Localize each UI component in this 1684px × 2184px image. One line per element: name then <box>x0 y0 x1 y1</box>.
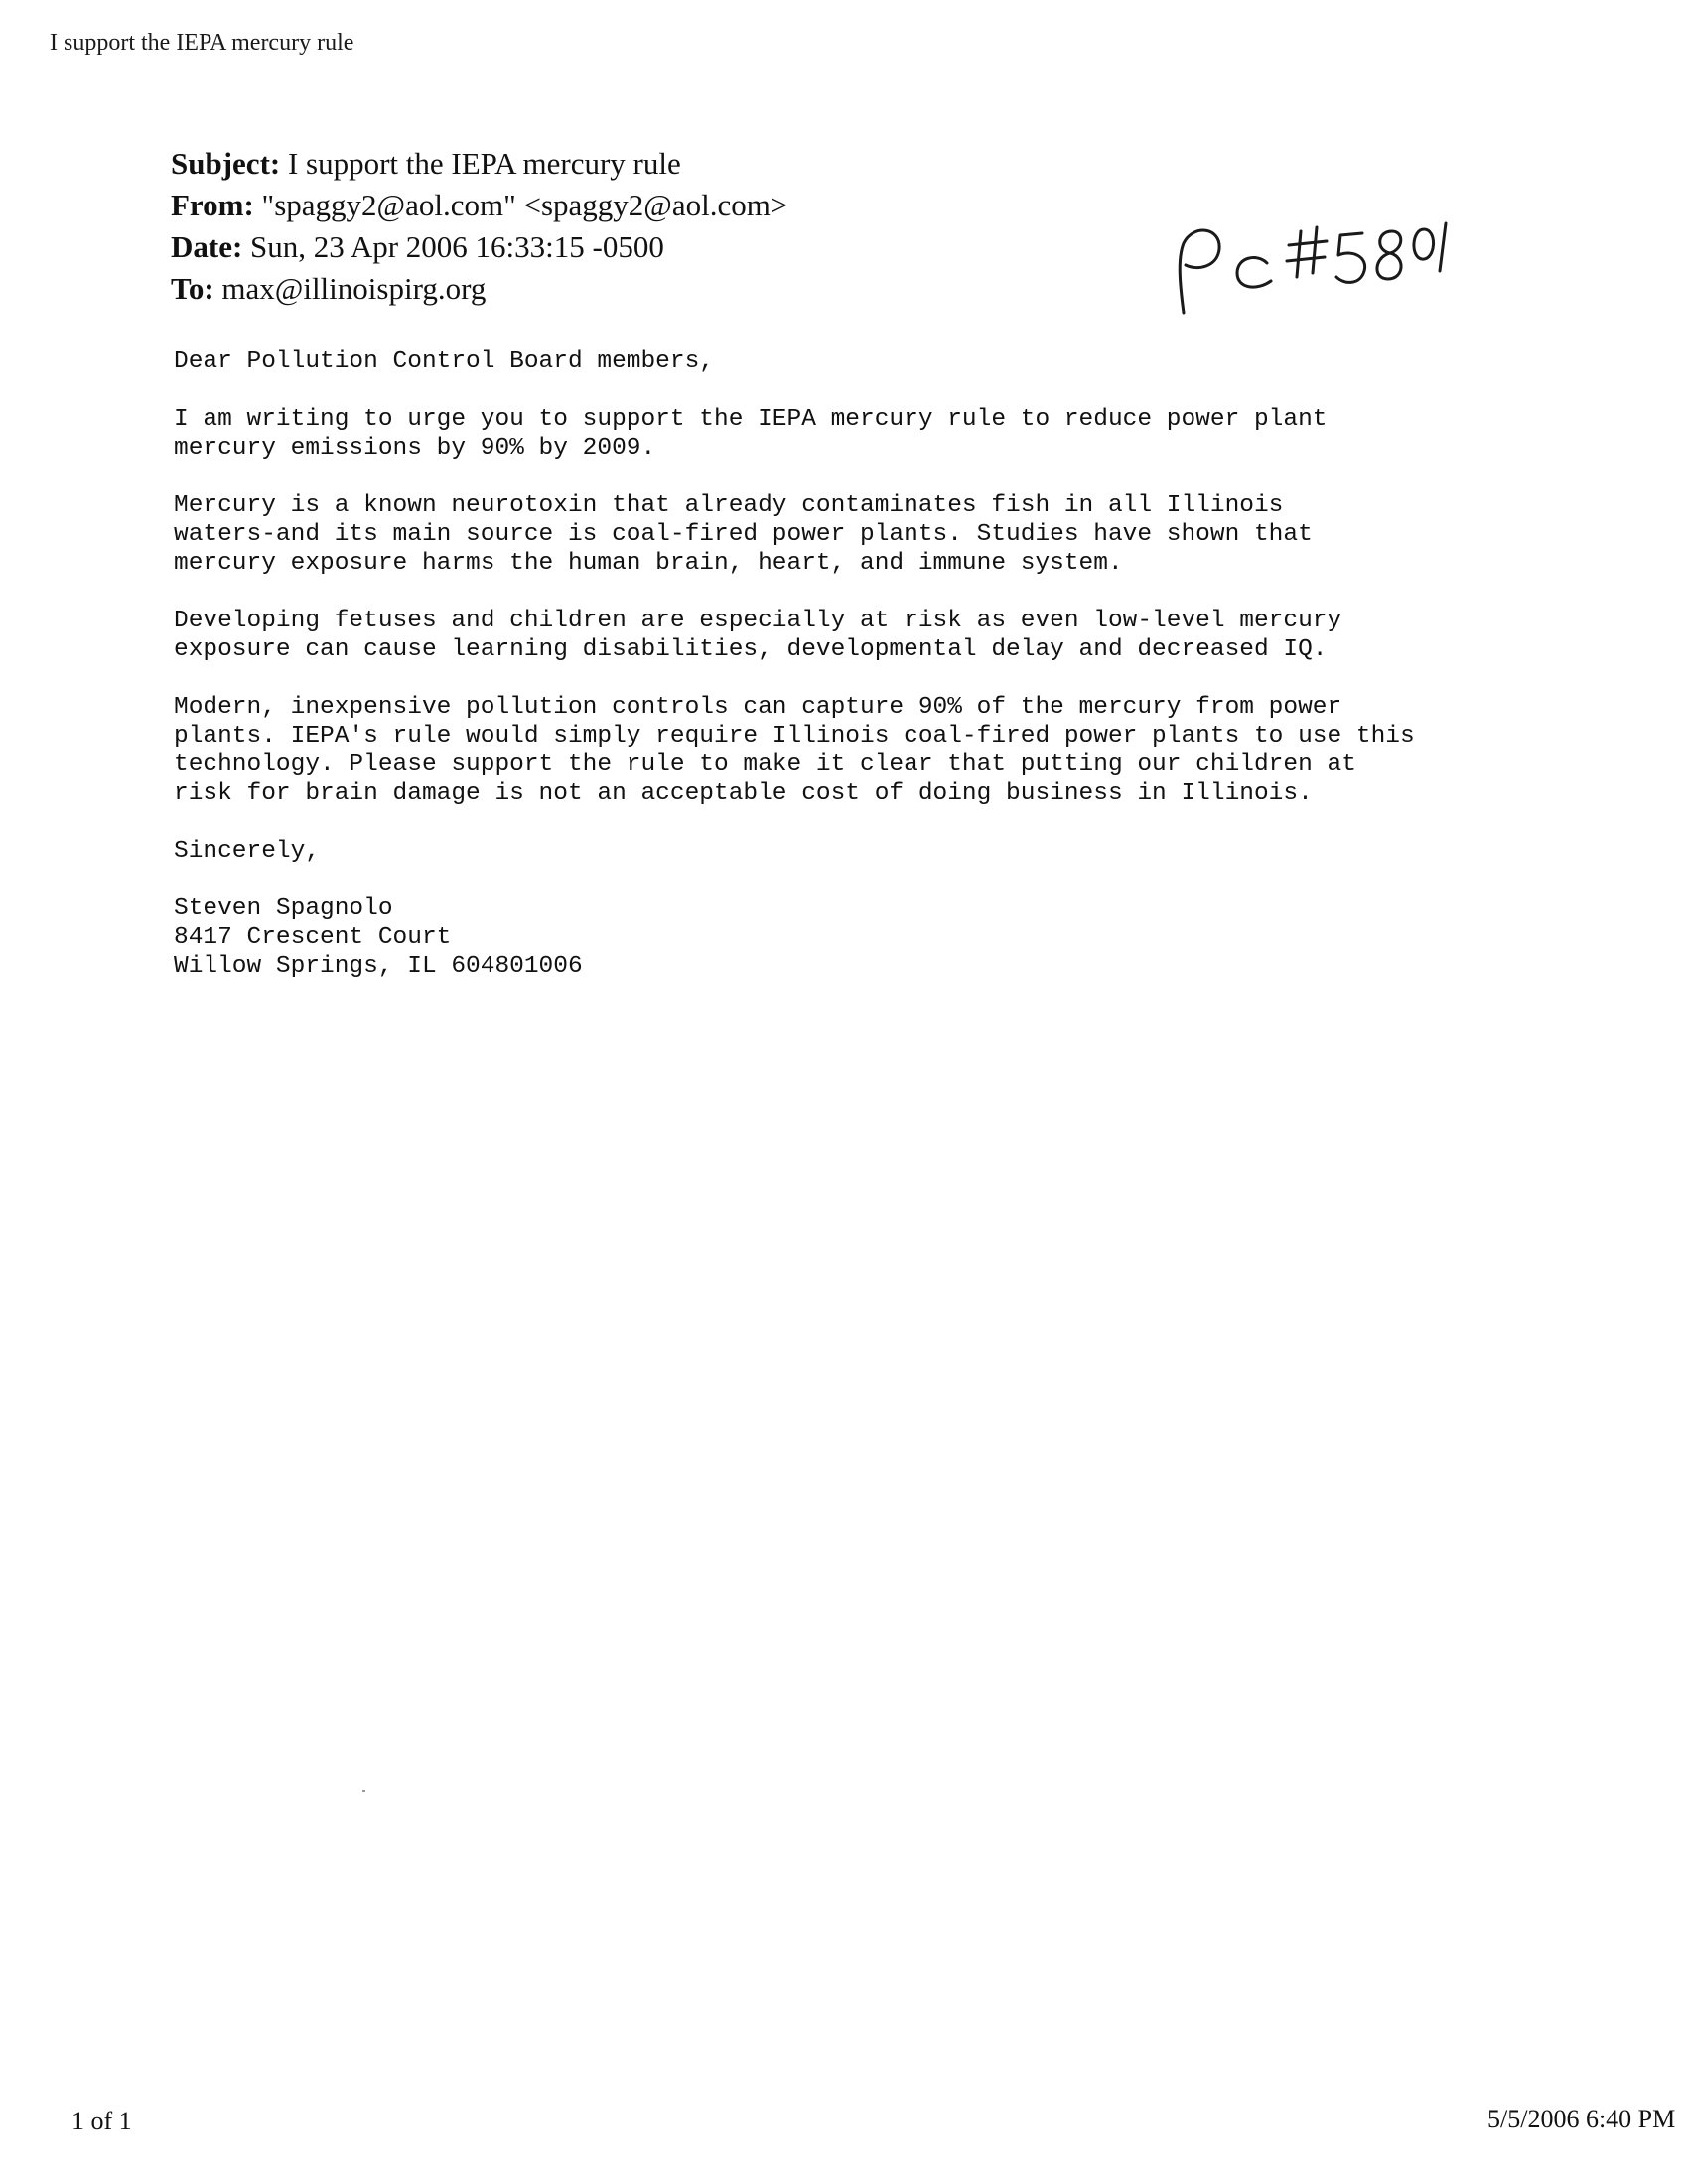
email-headers <box>171 143 787 310</box>
signature-address-line-1: 8417 Crescent Court <box>174 924 452 951</box>
email-body <box>174 347 1643 981</box>
to-value: max@illinoispirg.org <box>221 271 487 306</box>
handwritten-pc-number <box>1172 213 1450 323</box>
signature-block <box>174 894 1643 981</box>
subject-value: I support the IEPA mercury rule <box>287 146 681 181</box>
scan-speck <box>362 1790 365 1792</box>
date-value: Sun, 23 Apr 2006 16:33:15 -0500 <box>250 229 664 264</box>
subject-label: Subject: <box>171 146 281 181</box>
signature-name: Steven Spagnolo <box>174 895 393 922</box>
body-paragraph: Mercury is a known neurotoxin that already contaminates fish in all Illinois waters-and its main source is coal-fired power plants. Studies have shown that mercury exposure harms the human brain, heart, and immune system. <box>174 492 1313 577</box>
footer-page-count: 1 of 1 <box>71 2107 132 2135</box>
body-paragraph: I am writing to urge you to support the IEPA mercury rule to reduce power plant mercury emissions by 90% by 2009. <box>174 406 1328 462</box>
subject-row <box>171 143 787 185</box>
closing: Sincerely, <box>174 838 321 865</box>
footer-print-timestamp: 5/5/2006 6:40 PM <box>1487 2105 1676 2133</box>
body-paragraph: Modern, inexpensive pollution controls can capture 90% of the mercury from power plants. IEPA's rule would simply require Illinois coal-fired power plants to use this technology. Please support the rule to make it clear that putting our children at risk for brain damage is not an acceptable cost of doing business in Illinois. <box>174 694 1415 807</box>
from-label: From: <box>171 188 254 222</box>
greeting: Dear Pollution Control Board members, <box>174 348 714 375</box>
from-row <box>171 185 787 226</box>
from-value: "spaggy2@aol.com" <spaggy2@aol.com> <box>261 188 788 222</box>
to-row <box>171 268 787 310</box>
body-paragraph: Developing fetuses and children are especially at risk as even low-level mercury exposure can cause learning disabilities, developmental delay and decreased IQ. <box>174 608 1342 663</box>
date-row <box>171 226 787 268</box>
to-label: To: <box>171 271 214 306</box>
page-header-title: I support the IEPA mercury rule <box>50 30 354 56</box>
date-label: Date: <box>171 229 243 264</box>
signature-address-line-2: Willow Springs, IL 604801006 <box>174 953 583 980</box>
